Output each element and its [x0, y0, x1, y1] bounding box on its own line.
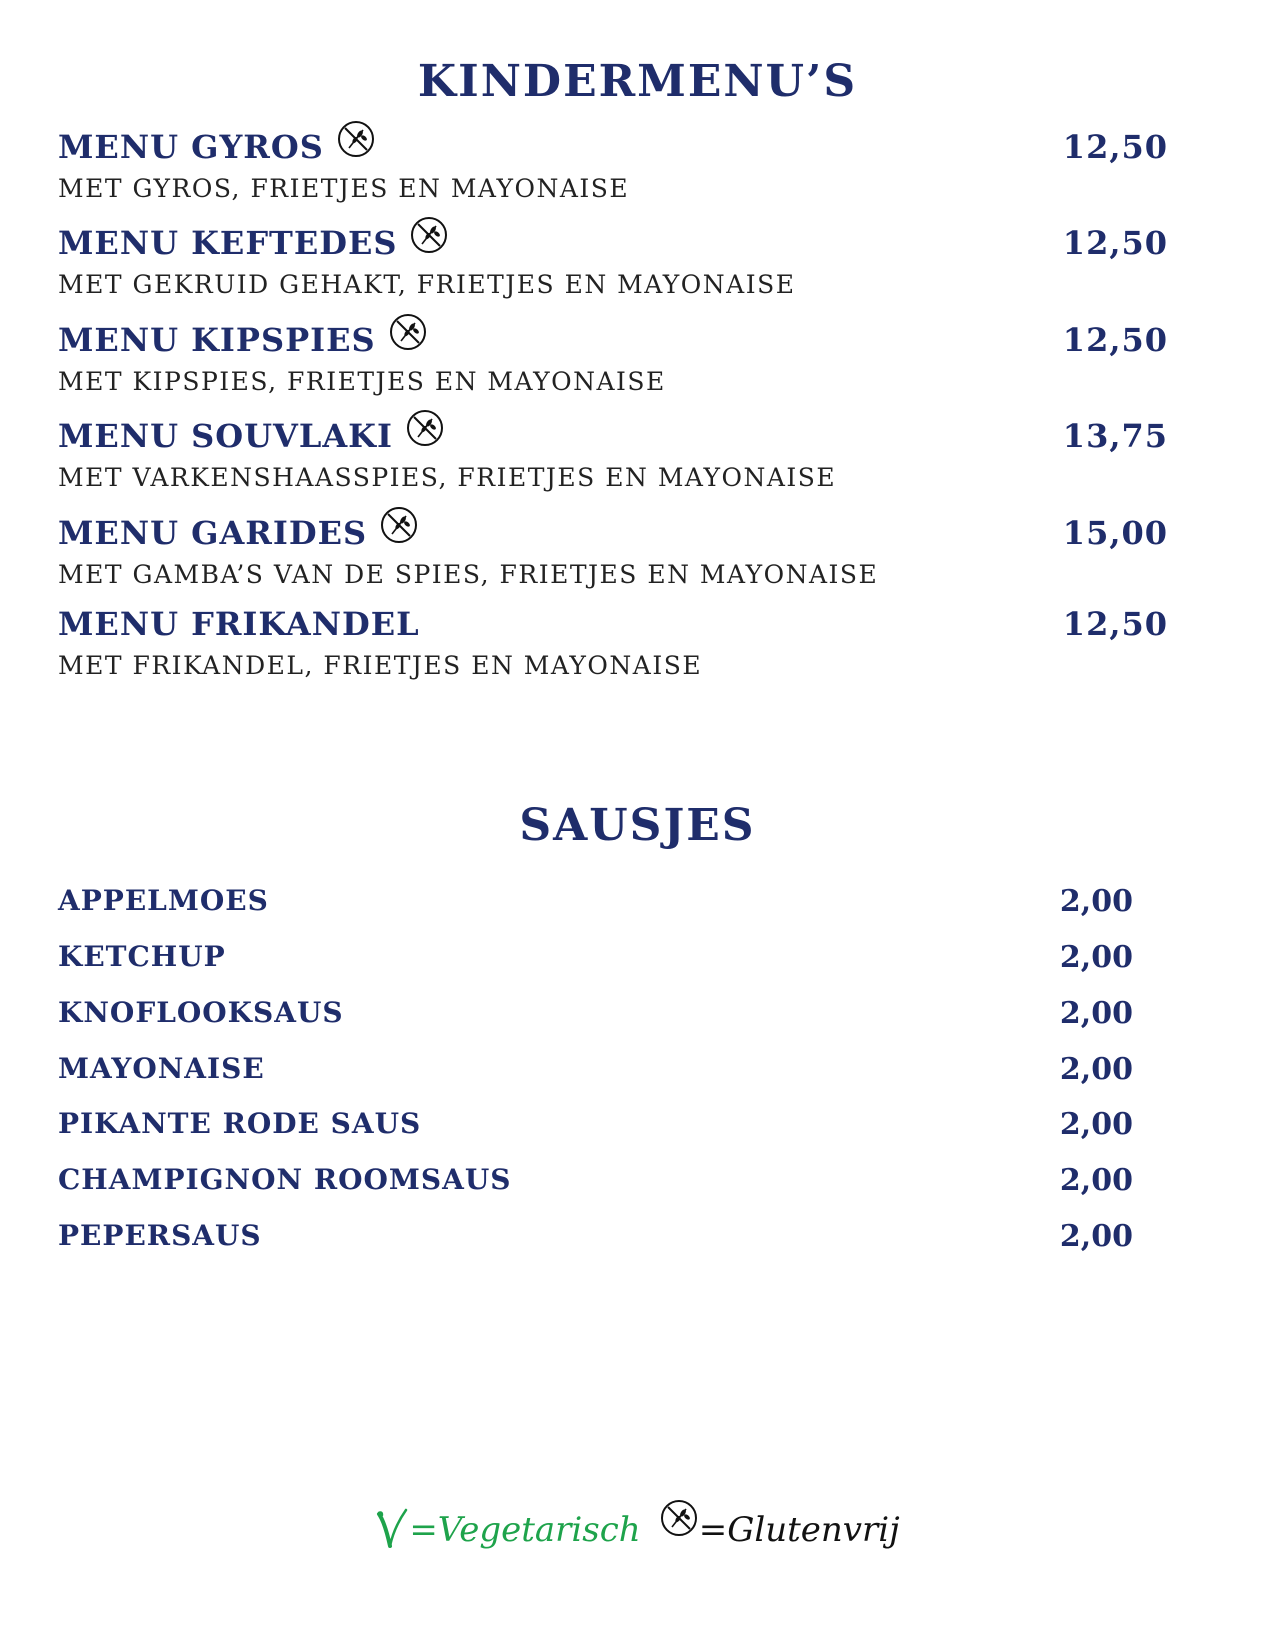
sauce-name: APPELMOES [58, 884, 269, 917]
item-name: MENU GARIDES [58, 514, 368, 552]
gluten-free-icon [336, 119, 376, 159]
item-description: MET GEKRUID GEHAKT, FRIETJES EN MAYONAISE [58, 270, 796, 299]
item-description: MET GYROS, FRIETJES EN MAYONAISE [58, 174, 630, 203]
gluten-free-icon [409, 215, 449, 255]
sauce-name: PEPERSAUS [58, 1219, 262, 1252]
sauce-item [58, 996, 1133, 1036]
sauce-price: 2,00 [1059, 884, 1133, 919]
vegetarian-icon [375, 1506, 409, 1550]
sauce-item [58, 884, 1133, 924]
item-description: MET KIPSPIES, FRIETJES EN MAYONAISE [58, 367, 666, 396]
kindermenu-title: KINDERMENU’S [417, 56, 858, 107]
item-price: 12,50 [1062, 605, 1168, 643]
item-name: MENU FRIKANDEL [58, 605, 420, 643]
item-price: 12,50 [1062, 321, 1168, 359]
sauce-price: 2,00 [1059, 1052, 1133, 1087]
item-name: MENU SOUVLAKI [58, 417, 393, 455]
sauce-name: PIKANTE RODE SAUS [58, 1107, 422, 1140]
sausjes-title: SAUSJES [519, 800, 756, 851]
menu-item [58, 321, 1168, 396]
item-name: MENU GYROS [58, 128, 324, 166]
item-price: 13,75 [1062, 417, 1168, 455]
menu-item [58, 514, 1168, 589]
menu-item [58, 224, 1168, 299]
sauce-price: 2,00 [1059, 1219, 1133, 1254]
sauce-price: 2,00 [1059, 1163, 1133, 1198]
sauce-item [58, 1052, 1133, 1092]
sauce-price: 2,00 [1059, 940, 1133, 975]
item-description: MET FRIKANDEL, FRIETJES EN MAYONAISE [58, 651, 703, 680]
sauce-item [58, 1219, 1133, 1259]
menu-item [58, 417, 1168, 492]
menu-item [58, 605, 1168, 680]
gluten-free-icon [405, 408, 445, 448]
gluten-free-icon [379, 505, 419, 545]
sauce-item [58, 1107, 1133, 1147]
sauce-name: KNOFLOOKSAUS [58, 996, 344, 1029]
menu-item [58, 128, 1168, 203]
gluten-free-icon [659, 1498, 699, 1538]
sauce-price: 2,00 [1059, 996, 1133, 1031]
sauce-name: MAYONAISE [58, 1052, 265, 1085]
item-price: 12,50 [1062, 224, 1168, 262]
gluten-free-icon [388, 312, 428, 352]
legend-vegetarian-label: =Vegetarisch [409, 1510, 641, 1550]
sauce-price: 2,00 [1059, 1107, 1133, 1142]
legend-glutenfree-label: =Glutenvrij [698, 1510, 900, 1550]
item-name: MENU KEFTEDES [58, 224, 398, 262]
item-description: MET GAMBA’S VAN DE SPIES, FRIETJES EN MAYONAISE [58, 560, 879, 589]
sauce-item [58, 1163, 1133, 1203]
item-price: 15,00 [1062, 514, 1168, 552]
sauce-name: CHAMPIGNON ROOMSAUS [58, 1163, 512, 1196]
sauce-item [58, 940, 1133, 980]
legend [0, 1490, 1275, 1550]
item-price: 12,50 [1062, 128, 1168, 166]
item-name: MENU KIPSPIES [58, 321, 376, 359]
item-description: MET VARKENSHAASSPIES, FRIETJES EN MAYONAISE [58, 463, 837, 492]
sauce-name: KETCHUP [58, 940, 226, 973]
